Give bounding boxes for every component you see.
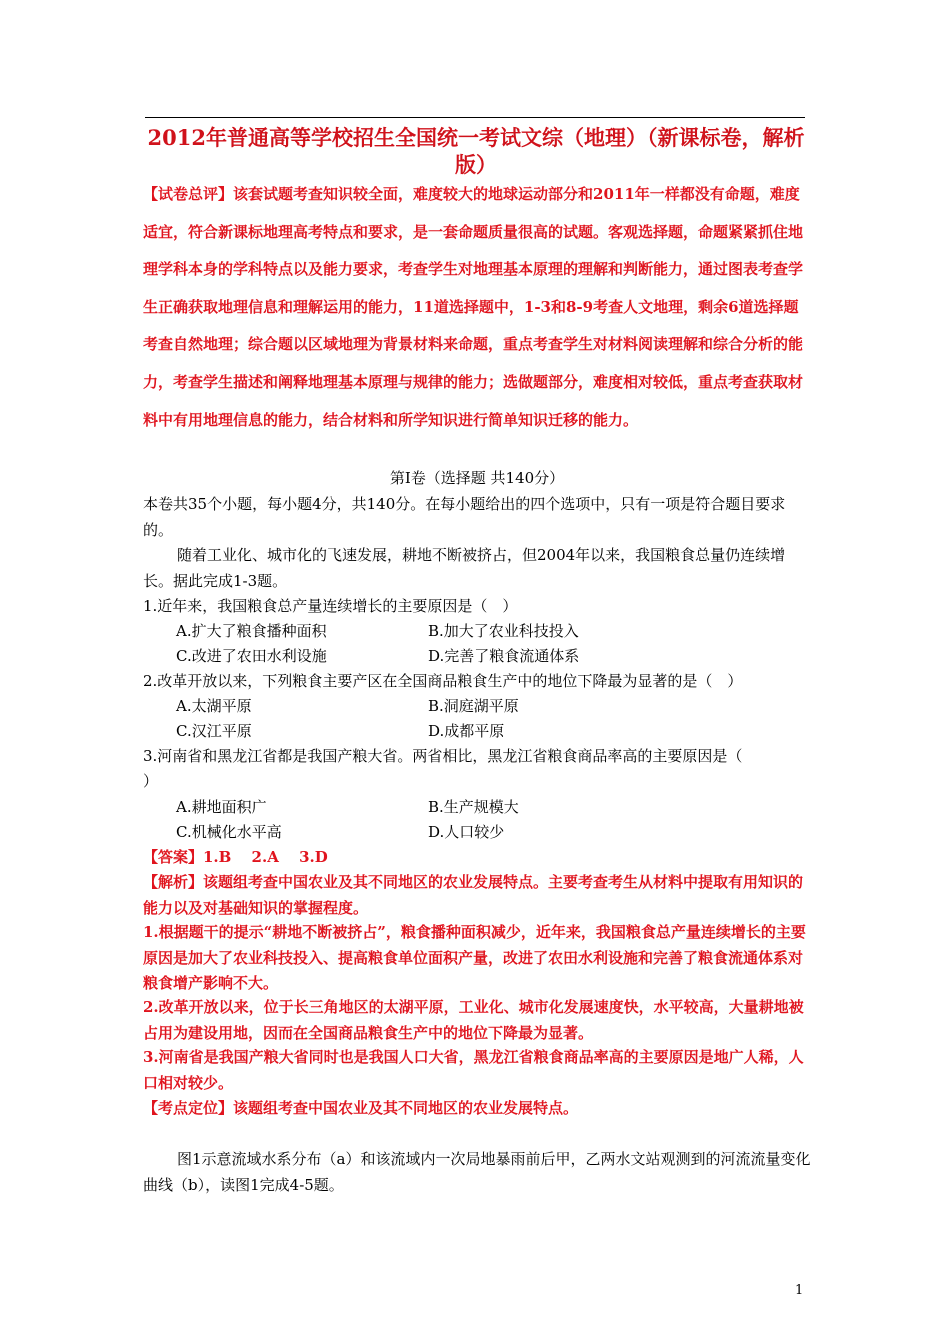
question-3-option-b: B.生产规模大 bbox=[428, 798, 519, 816]
question-1-option-d: D.完善了粮食流通体系 bbox=[428, 647, 580, 665]
section-heading: 第Ⅰ卷（选择题 共140分） bbox=[389, 469, 565, 487]
explanation-3: 3.河南省是我国产粮大省同时也是我国人口大省，黑龙江省粮食商品率高的主要原因是地广人稀，人口相对较少。 bbox=[143, 1048, 804, 1092]
exam-point: 【考点定位】该题组考查中国农业及其不同地区的农业发展特点。 bbox=[143, 1099, 579, 1117]
question-3-option-a: A.耕地面积广 bbox=[176, 798, 267, 816]
question-2-stem: 2.改革开放以来，下列粮食主要产区在全国商品粮食生产中的地位下降最为显著的是（ ） bbox=[143, 672, 743, 690]
question-intro: 随着工业化、城市化的飞速发展，耕地不断被挤占，但2004年以来，我国粮食总量仍连续增长。据此完成1-3题。 bbox=[143, 546, 786, 590]
header-rule bbox=[145, 117, 805, 118]
question-2-option-b: B.洞庭湖平原 bbox=[428, 697, 519, 715]
analysis-summary: 【解析】该题组考查中国农业及其不同地区的农业发展特点。主要考查考生从材料中提取有用知识的能力以及对基础知识的掌握程度。 bbox=[143, 873, 804, 917]
question-3-option-d: D.人口较少 bbox=[428, 823, 505, 841]
page-number: 1 bbox=[795, 1283, 804, 1298]
question-1-option-b: B.加大了农业科技投入 bbox=[428, 622, 579, 640]
question-2-option-a: A.太湖平原 bbox=[176, 697, 252, 715]
answer-line: 【答案】1.B 2.A 3.D bbox=[143, 848, 328, 866]
question-1-option-c: C.改进了农田水利设施 bbox=[176, 647, 327, 665]
question-3-stem-cont: ） bbox=[143, 772, 159, 790]
figure-intro: 图1示意流域水系分布（a）和该流域内一次局地暴雨前后甲，乙两水文站观测到的河流流量变化曲线（b），读图1完成4-5题。 bbox=[143, 1150, 811, 1194]
document-title: 2012年普通高等学校招生全国统一考试文综（地理）（新课标卷，解析版） bbox=[147, 125, 805, 177]
exam-review: 【试卷总评】该套试题考查知识较全面，难度较大的地球运动部分和2011年一样都没有命题，难度适宜，符合新课标地理高考特点和要求，是一套命题质量很高的试题。客观选择题，命题紧紧抓住地理学科本身的学科特点以及能力要求，考查学生对地理基本原理的理解和判断能力，通过图表考查学生正确获取地理信息和理解运用的能力，11道选择题中，1-3和8-9考查人文地理，剩余6道选择题考查自然地理；综合题以区域地理为背景材料来命题，重点考查学生对材料阅读理解和综合分析的能力，考查学生描述和阐释地理基本原理与规律的能力；选做题部分，难度相对较低，重点考查获取材料中有用地理信息的能力，结合材料和所学知识进行简单知识迁移的能力。 bbox=[143, 185, 804, 429]
question-3-stem: 3.河南省和黑龙江省都是我国产粮大省。两省相比，黑龙江省粮食商品率高的主要原因是（ bbox=[143, 747, 743, 765]
question-2-option-c: C.汉江平原 bbox=[176, 722, 252, 740]
explanation-1: 1.根据题干的提示“耕地不断被挤占”，粮食播种面积减少，近年来，我国粮食总产量连续增长的主要原因是加大了农业科技投入、提高粮食单位面积产量，改进了农田水利设施和完善了粮食流通体系对粮食增产影响不大。 bbox=[143, 923, 806, 992]
explanation-2: 2.改革开放以来，位于长三角地区的太湖平原，工业化、城市化发展速度快，水平较高，大量耕地被占用为建设用地，因而在全国商品粮食生产中的地位下降最为显著。 bbox=[143, 998, 804, 1042]
question-1-stem: 1.近年来，我国粮食总产量连续增长的主要原因是（ ） bbox=[143, 597, 518, 615]
question-3-option-c: C.机械化水平高 bbox=[176, 823, 282, 841]
question-2-option-d: D.成都平原 bbox=[428, 722, 505, 740]
question-1-option-a: A.扩大了粮食播种面积 bbox=[176, 622, 327, 640]
instructions: 本卷共35个小题，每小题4分，共140分。在每小题给出的四个选项中，只有一项是符合题目要求的。 bbox=[143, 495, 786, 539]
